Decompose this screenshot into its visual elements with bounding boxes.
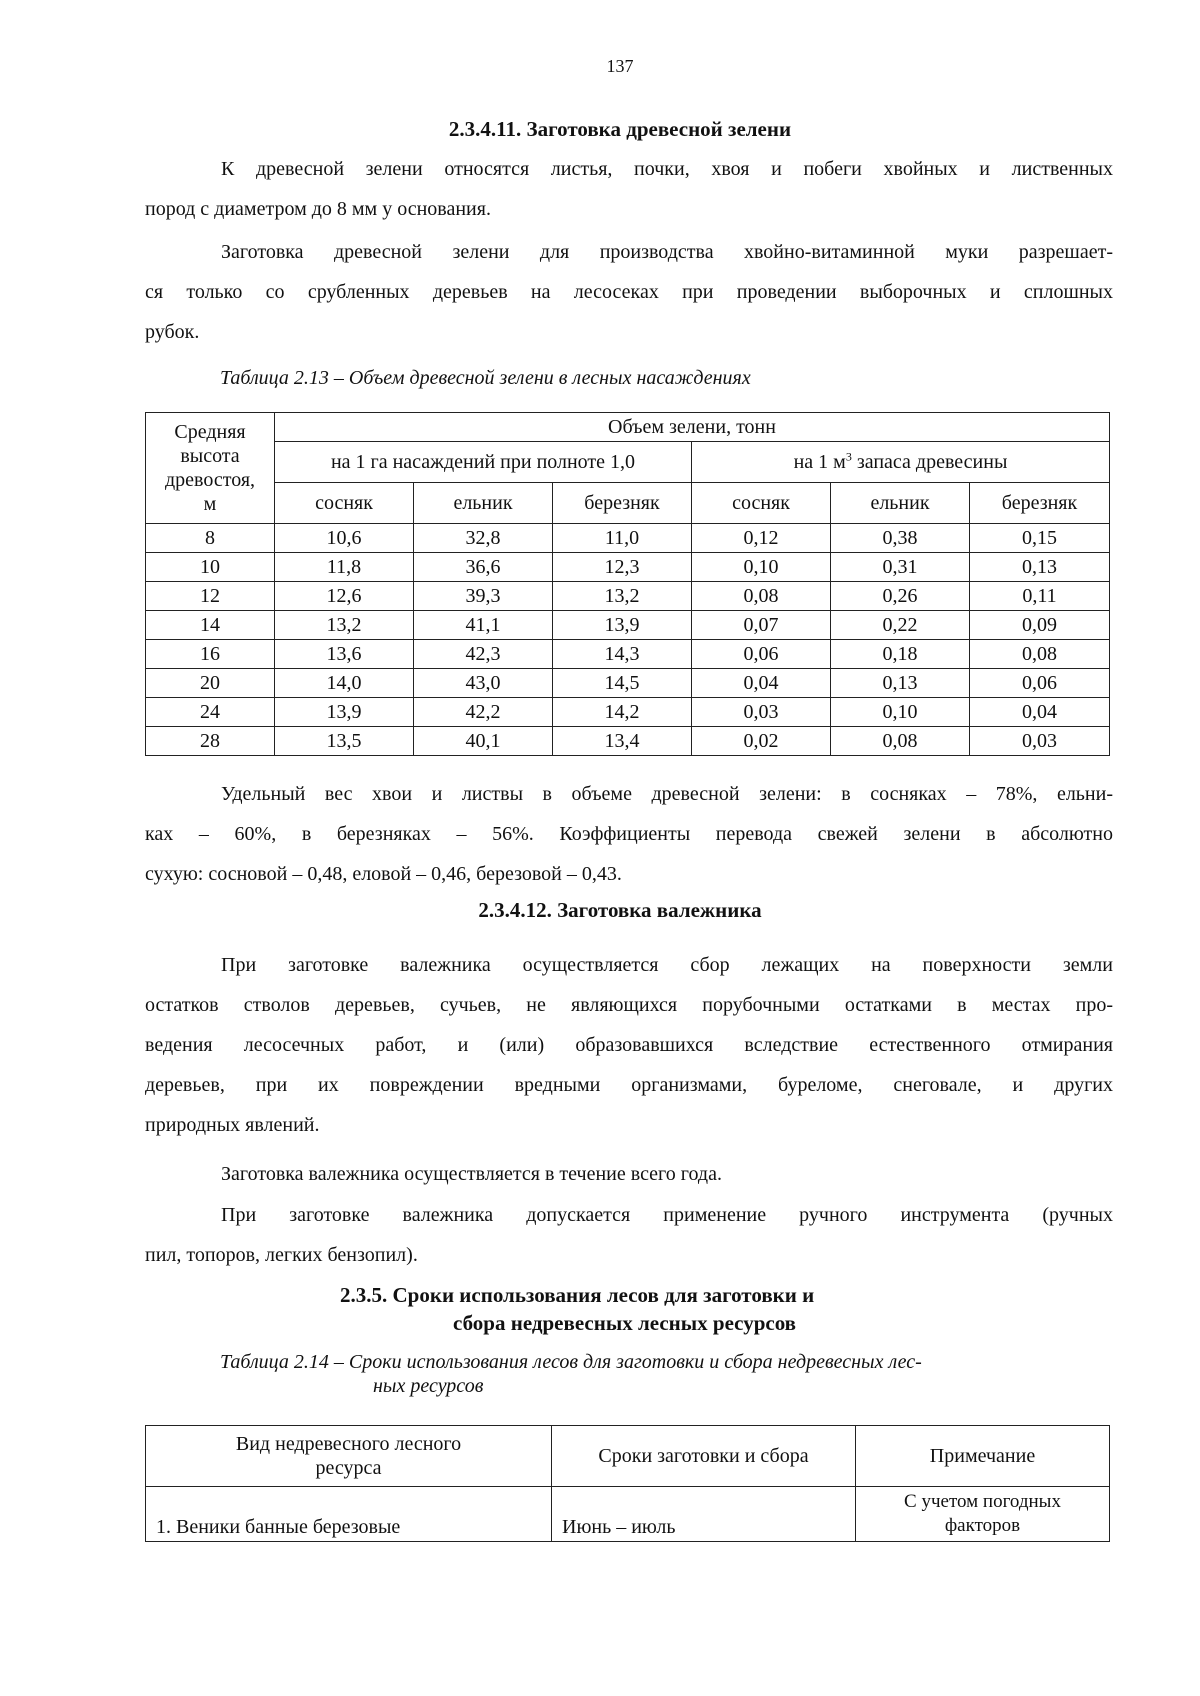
value-cell: 13,9 [275, 698, 414, 727]
value-cell: 13,6 [275, 640, 414, 669]
value-cell: 13,2 [553, 582, 692, 611]
paragraph-needle-share [145, 774, 1113, 894]
caption-line: ных ресурсов [373, 1375, 484, 1397]
table-2-13-body [146, 524, 1110, 756]
value-cell: 0,13 [831, 669, 970, 698]
value-cell: 14,3 [553, 640, 692, 669]
table-row [146, 640, 1110, 669]
value-cell: 36,6 [414, 553, 553, 582]
value-cell: 0,03 [692, 698, 831, 727]
height-cell: 8 [146, 524, 275, 553]
text-line: При заготовке валежника осуществляется сбор лежащих на поверхности земли [221, 954, 1113, 976]
text-line: сухую: сосновой – 0,48, еловой – 0,46, березовой – 0,43. [145, 863, 622, 885]
value-cell: 0,08 [831, 727, 970, 756]
text-line: природных явлений. [145, 1114, 320, 1136]
value-cell: 0,31 [831, 553, 970, 582]
header-volume: Объем зелени, тонн [275, 413, 1110, 442]
height-cell: 24 [146, 698, 275, 727]
section-heading-terms [340, 1281, 814, 1337]
value-cell: 39,3 [414, 582, 553, 611]
subheader-pine: сосняк [275, 483, 414, 524]
text-line: остатков стволов деревьев, сучьев, не являющихся порубочными остатками в местах про- [145, 994, 1113, 1016]
value-cell: 0,38 [831, 524, 970, 553]
subheader-pine: сосняк [692, 483, 831, 524]
value-cell: 40,1 [414, 727, 553, 756]
table-row [146, 582, 1110, 611]
value-cell: 0,12 [692, 524, 831, 553]
value-cell: 0,09 [970, 611, 1110, 640]
value-cell: 12,6 [275, 582, 414, 611]
value-cell: 43,0 [414, 669, 553, 698]
superscript: 3 [845, 449, 852, 464]
value-cell: 0,08 [692, 582, 831, 611]
paragraph-wood-greens-definition [145, 149, 1113, 229]
value-cell: 0,04 [970, 698, 1110, 727]
subheader-spruce: ельник [414, 483, 553, 524]
text-line: деревьев, при их повреждении вредными организмами, буреломе, снеговале, и других [145, 1074, 1113, 1096]
value-cell: 32,8 [414, 524, 553, 553]
value-cell: 0,08 [970, 640, 1110, 669]
text-line: К древесной зелени относятся листья, почки, хвоя и побеги хвойных и лиственных [221, 158, 1113, 180]
section-heading-deadwood: 2.3.4.12. Заготовка валежника [478, 898, 762, 922]
section-heading-wood-greens: 2.3.4.11. Заготовка древесной зелени [448, 117, 792, 141]
heading-line: сбора недревесных лесных ресурсов [453, 1311, 797, 1335]
text-line: рубок. [145, 321, 200, 343]
value-cell: 0,03 [970, 727, 1110, 756]
table-row [146, 553, 1110, 582]
table-2-14-caption [220, 1350, 922, 1398]
table-row [146, 727, 1110, 756]
header-text: ресурса [315, 1457, 382, 1479]
header-text: м [203, 493, 217, 515]
value-cell: 0,06 [970, 669, 1110, 698]
height-cell: 10 [146, 553, 275, 582]
value-cell: 0,26 [831, 582, 970, 611]
value-cell: 0,18 [831, 640, 970, 669]
value-cell: 0,15 [970, 524, 1110, 553]
header-per-cubic-meter [692, 442, 1110, 483]
value-cell: 0,04 [692, 669, 831, 698]
heading-line: 2.3.5. Сроки использования лесов для заготовки и [340, 1283, 815, 1307]
note-text: факторов [944, 1515, 1021, 1536]
table-row [146, 669, 1110, 698]
value-cell: 13,9 [553, 611, 692, 640]
value-cell: 0,11 [970, 582, 1110, 611]
value-cell: 10,6 [275, 524, 414, 553]
value-cell: 14,0 [275, 669, 414, 698]
value-cell: 0,22 [831, 611, 970, 640]
text-line: ведения лесосечных работ, и (или) образовавшихся вследствие естественного отмирания [145, 1034, 1113, 1056]
value-cell: 13,5 [275, 727, 414, 756]
subheader-birch: березняк [970, 483, 1110, 524]
header-text: запаса древесины [851, 451, 1008, 473]
table-2-13 [145, 412, 1110, 756]
text-line: Заготовка валежника осуществляется в течение всего года. [221, 1163, 722, 1185]
height-cell: 28 [146, 727, 275, 756]
table-row [146, 524, 1110, 553]
header-text: высота [180, 445, 240, 467]
height-cell: 20 [146, 669, 275, 698]
table-2-13-caption: Таблица 2.13 – Объем древесной зелени в лесных насаждениях [220, 367, 751, 389]
row-note [856, 1487, 1110, 1542]
caption-line: Таблица 2.14 – Сроки использования лесов для заготовки и сбора недревесных лес- [220, 1351, 922, 1373]
value-cell: 12,3 [553, 553, 692, 582]
page-number: 137 [606, 56, 634, 76]
table-2-14 [145, 1425, 1110, 1542]
note-text: С учетом погодных [904, 1491, 1061, 1512]
text-line: ках – 60%, в березняках – 56%. Коэффициенты перевода свежей зелени в абсолютно [145, 823, 1113, 845]
row-terms: Июнь – июль [552, 1487, 856, 1542]
text-line: пород с диаметром до 8 мм у основания. [145, 198, 491, 220]
value-cell: 14,2 [553, 698, 692, 727]
header-resource-type [146, 1426, 552, 1487]
value-cell: 14,5 [553, 669, 692, 698]
header-height [146, 413, 275, 524]
height-cell: 12 [146, 582, 275, 611]
paragraph-wood-greens-harvest [145, 232, 1113, 352]
paragraph-deadwood-tools [145, 1195, 1113, 1275]
text-line: При заготовке валежника допускается применение ручного инструмента (ручных [221, 1204, 1113, 1226]
paragraph-deadwood-season [145, 1154, 1113, 1194]
value-cell: 11,8 [275, 553, 414, 582]
height-cell: 14 [146, 611, 275, 640]
header-text: на 1 м [793, 451, 846, 473]
text-line: ся только со срубленных деревьев на лесосеках при проведении выборочных и сплошных [145, 281, 1113, 303]
value-cell: 0,07 [692, 611, 831, 640]
value-cell: 0,06 [692, 640, 831, 669]
text-line: Заготовка древесной зелени для производства хвойно-витаминной муки разрешает- [221, 241, 1113, 263]
subheader-spruce: ельник [831, 483, 970, 524]
value-cell: 13,4 [553, 727, 692, 756]
value-cell: 0,10 [692, 553, 831, 582]
header-note: Примечание [856, 1426, 1110, 1487]
header-text: Вид недревесного лесного [235, 1433, 462, 1455]
value-cell: 42,3 [414, 640, 553, 669]
value-cell: 0,10 [831, 698, 970, 727]
header-terms: Сроки заготовки и сбора [552, 1426, 856, 1487]
text-line: Удельный вес хвои и листвы в объеме древесной зелени: в сосняках – 78%, ельни- [221, 783, 1113, 805]
value-cell: 11,0 [553, 524, 692, 553]
value-cell: 0,02 [692, 727, 831, 756]
table-row [146, 611, 1110, 640]
header-per-hectare: на 1 га насаждений при полноте 1,0 [275, 442, 692, 483]
header-text: Средняя [174, 421, 246, 443]
value-cell: 41,1 [414, 611, 553, 640]
subheader-birch: березняк [553, 483, 692, 524]
text-line: пил, топоров, легких бензопил). [145, 1244, 418, 1266]
paragraph-deadwood-definition [145, 945, 1113, 1145]
value-cell: 0,13 [970, 553, 1110, 582]
height-cell: 16 [146, 640, 275, 669]
table-row [146, 698, 1110, 727]
row-resource-type: 1. Веники банные березовые [146, 1487, 552, 1542]
value-cell: 42,2 [414, 698, 553, 727]
value-cell: 13,2 [275, 611, 414, 640]
header-text: древостоя, [164, 469, 256, 491]
